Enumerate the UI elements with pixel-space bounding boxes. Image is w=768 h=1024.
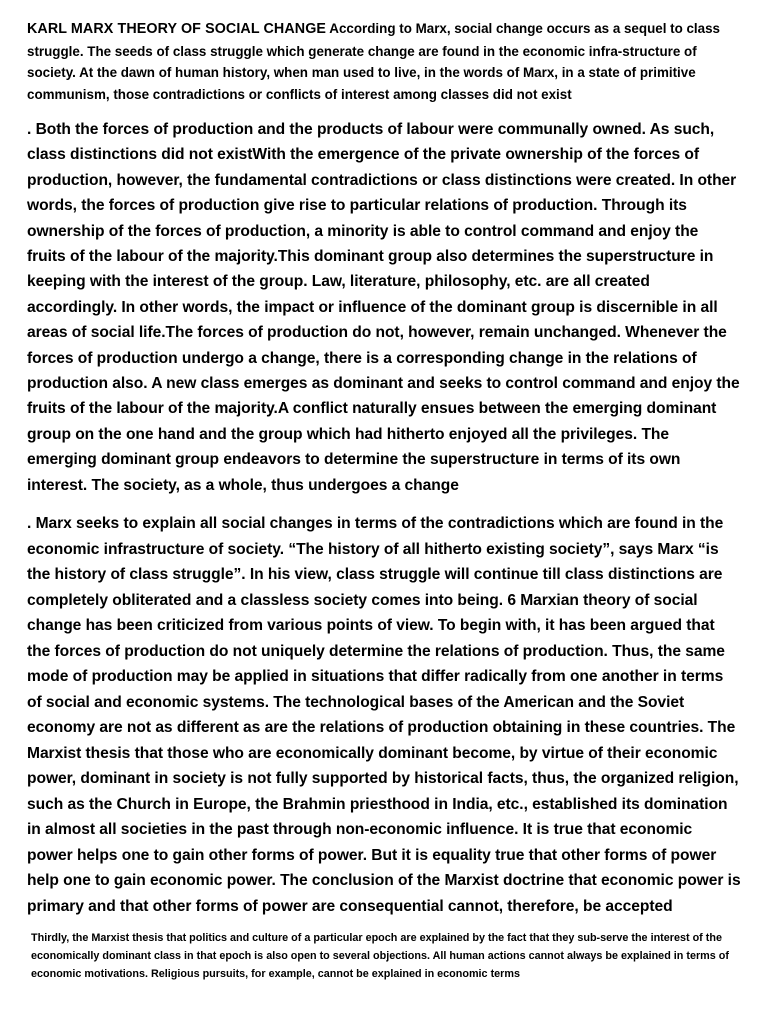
intro-text: According to Marx, social change occurs as a sequel to class struggle. The seeds of class struggle which generate change are found in the economic infra-structure of society. At the dawn of human history, when man used to live, in the words of Marx, in a state of primitive communism, those contradictions or conflicts of interest among classes did not exist [27, 21, 720, 102]
body-paragraph-1: . Both the forces of production and the products of labour were communally owned. As such, class distinctions did not existWith the emergence of the private ownership of the forces of production, however, the fundamental contradictions or class distinctions were created. In other words, the forces of production give rise to particular relations of production. Through its ownership of the forces of production, a minority is able to control command and enjoy the fruits of the labour of the majority.This dominant group also determines the superstructure in keeping with the interest of the group. Law, literature, philosophy, etc. are all created accordingly. In other words, the impact or influence of the dominant group is discernible in all areas of social life.The forces of production do not, however, remain unchanged. Whenever the forces of production undergo a change, there is a corresponding change in the relations of production also. A new class emerges as dominant and seeks to control command and enjoy the fruits of the labour of the majority.A conflict naturally ensues between the emerging dominant group on the one hand and the group which had hitherto enjoyed all the privileges. The emerging dominant group endeavors to determine the superstructure in terms of its own interest. The society, as a whole, thus undergoes a change [27, 121, 740, 494]
body-paragraph-3: Thirdly, the Marxist thesis that politics and culture of a particular epoch are explained by the fact that they sub-serve the interest of the economically dominant class in that epoch is also open to several objections. All human actions cannot always be explained in terms of economic motivations. Religious pursuits, for example, cannot be explained in economic terms [31, 932, 729, 981]
body-paragraph-2: . Marx seeks to explain all social changes in terms of the contradictions which are found in the economic infrastructure of society. “The history of all hitherto existing society”, says Marx “is the history of class struggle”. In his view, class struggle will continue till class distinctions are completely obliterated and a classless society comes into being. 6 Marxian theory of social change has been criticized from various points of view. To begin with, it has been argued that the forces of production do not uniquely determine the relations of production. Thus, the same mode of production may be applied in situations that differ radically from one another in terms of social and economic systems. The technological bases of the American and the Soviet economy are not as different as are the relations of production obtaining in these countries. The Marxist thesis that those who are economically dominant become, by virtue of their economic power, dominant in society is not fully supported by historical facts, thus, the organized religion, such as the Church in Europe, the Brahmin priesthood in India, etc., established its domination in almost all societies in the past through non-economic influence. It is true that economic power helps one to gain other forms of power. But it is equality true that other forms of power help one to gain economic power. The conclusion of the Marxist doctrine that economic power is primary and that other forms of power are consequential cannot, therefore, be accepted [27, 515, 741, 915]
document-heading: KARL MARX THEORY OF SOCIAL CHANGE [27, 21, 327, 37]
intro-paragraph [27, 18, 741, 105]
